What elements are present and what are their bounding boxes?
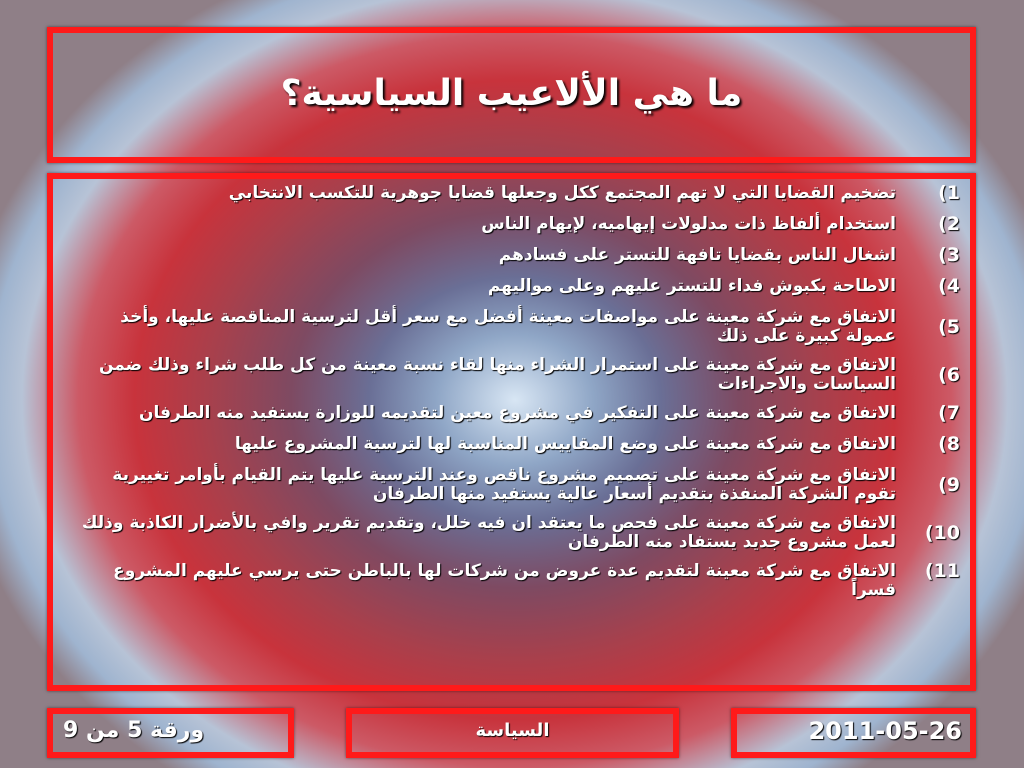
item-number: 1) [938,182,960,204]
footer-topic-box [346,708,679,758]
item-text: الاتفاق مع شركة معينة لتقديم عدة عروض من شركات لها بالباطن حتى يرسي عليهم المشروع قسراً [113,561,896,600]
list-item [75,435,960,454]
item-number: 8) [938,433,960,455]
item-text: تضخيم القضايا التي لا تهم المجتمع ككل وجعلها قضايا جوهرية للتكسب الانتخابي [228,183,896,203]
list-item [75,356,960,394]
bullet-list [75,184,960,612]
content-box [47,173,976,691]
item-text: استخدام ألفاظ ذات مدلولات إيهاميه، لإيهام الناس [481,214,896,234]
footer-date-box [731,708,976,758]
item-number: 9) [938,473,960,496]
title-box [47,27,976,163]
list-item [75,514,960,552]
item-text: اشغال الناس بقضايا تافهة للتستر على فسادهم [498,245,896,265]
item-number: 2) [938,213,960,235]
item-text: الاتفاق مع شركة معينة على مواصفات معينة أفضل مع سعر أقل لترسية المناقصة عليها، وأخذ عمولة كبيرة على ذلك [120,307,896,346]
list-item [75,246,960,265]
item-number: 6) [938,363,960,386]
item-number: 5) [938,315,960,338]
list-item [75,215,960,234]
item-text: الاطاحة بكبوش فداء للتستر عليهم وعلى مواليهم [487,276,896,296]
item-text: الاتفاق مع شركة معينة على فحص ما يعتقد ان فيه خلل، وتقديم تقرير وافي بالأضرار الكاذبة وذلك لعمل مشروع جديد يستفاد منه الطرفان [81,513,896,552]
list-item [75,466,960,504]
list-item [75,308,960,346]
list-item [75,277,960,296]
item-text: الاتفاق مع شركة معينة على التفكير في مشروع معين لتقديمه للوزارة يستفيد منه الطرفان [138,403,896,423]
list-item [75,404,960,423]
item-number: 3) [938,244,960,266]
item-number: 10) [924,521,960,544]
slide-number: ورقة 5 من 9 [63,718,205,743]
item-number: 7) [938,402,960,424]
item-number: 11) [924,560,960,582]
item-text: الاتفاق مع شركة معينة على تصميم مشروع ناقص وعند الترسية عليها يتم القيام بأوامر تغييرية تقوم الشركة المنفذة بتقديم أسعار عالية يستفيد منها الطرفان [112,465,896,504]
footer-page-box [47,708,294,758]
list-item [75,562,960,600]
footer-date: 2011-05-26 [808,717,962,745]
footer-topic: السياسة [475,720,550,741]
item-number: 4) [938,275,960,297]
item-text: الاتفاق مع شركة معينة على استمرار الشراء منها لقاء نسبة معينة من كل طلب شراء وذلك ضمن السياسات والاجراءات [98,355,896,394]
item-text: الاتفاق مع شركة معينة على وضع المقاييس المناسبة لها لترسية المشروع عليها [234,434,896,454]
list-item [75,184,960,203]
slide-title: ما هي الألاعيب السياسية؟ [280,73,743,114]
